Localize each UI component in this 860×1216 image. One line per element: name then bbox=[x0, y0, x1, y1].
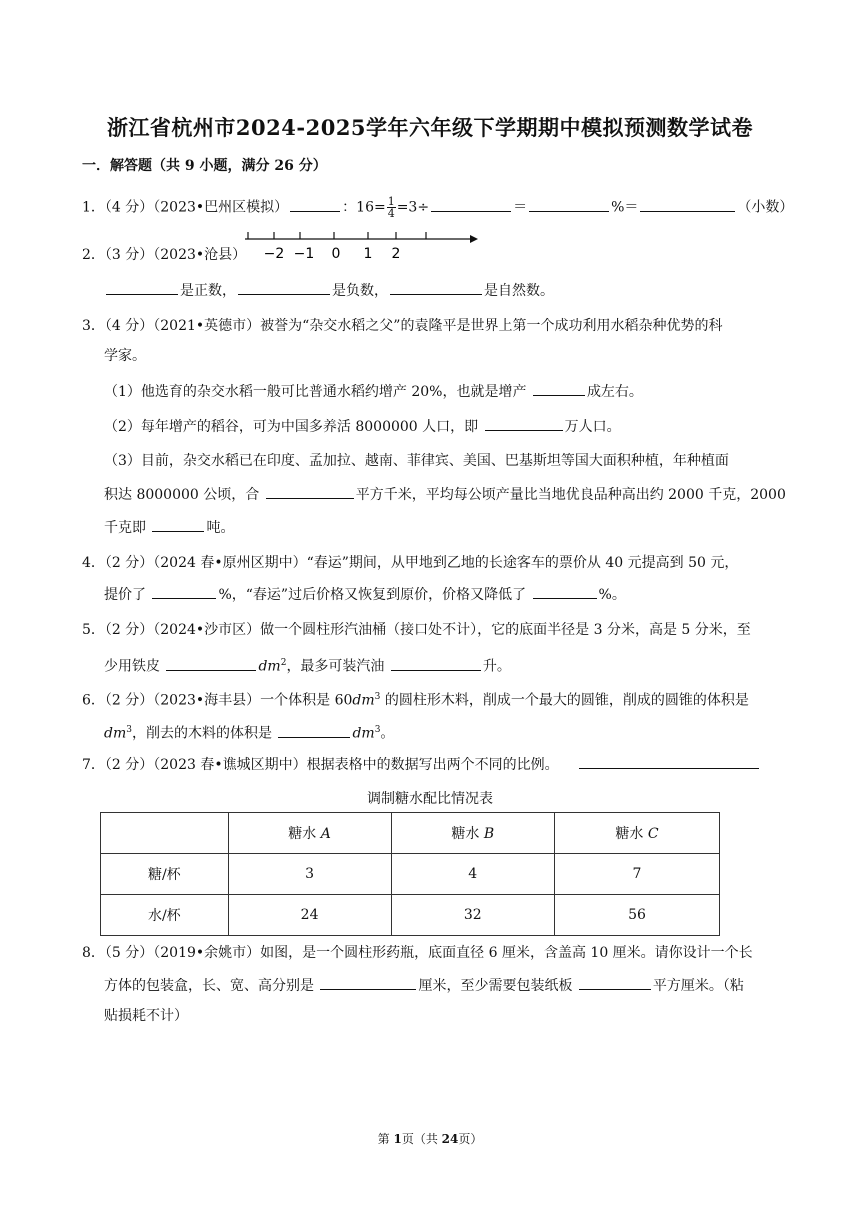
footer-text: 页（共 bbox=[401, 1132, 442, 1146]
header-label: 糖水 B bbox=[451, 826, 495, 842]
q3-s3-text: 积达 8000000 公顷，合 bbox=[104, 487, 264, 503]
q1-eq: =3÷ bbox=[396, 199, 430, 216]
table-cell: 3 bbox=[228, 854, 391, 895]
question-8: 8．（5 分）（2019•余姚市）如图，是一个圆柱形药瓶，底面直径 6 厘米，含盖高 10 厘米。请你设计一个长 bbox=[82, 945, 753, 961]
question-3-cont: 学家。 bbox=[104, 348, 146, 364]
q3-s2-text: （2）每年增产的稻谷，可为中国多养活 8000000 人口，即 bbox=[104, 419, 483, 435]
table-caption: 调制糖水配比情况表 bbox=[367, 791, 493, 807]
q3-blank-4 bbox=[152, 517, 204, 532]
table-header-cell bbox=[228, 813, 391, 854]
page-footer bbox=[0, 1130, 860, 1147]
q6-text-c: 的圆柱形木料，削成一个最大的圆锥，削成的圆锥的体积是 bbox=[380, 692, 749, 709]
table-cell: 4 bbox=[391, 854, 554, 895]
q6-unit-exp: 3 bbox=[374, 692, 381, 702]
header-label: 糖水 C bbox=[615, 826, 659, 842]
table-cell: 32 bbox=[391, 895, 554, 936]
table-cell: 24 bbox=[228, 895, 391, 936]
question-3-part-3-end bbox=[104, 517, 234, 538]
q3-s3-mid: 平方千米，平均每公顷产量比当地优良品种高出约 2000 千克，2000 bbox=[355, 487, 786, 503]
footer-page-number: 1 bbox=[393, 1132, 402, 1146]
q6-blank-1 bbox=[278, 723, 350, 738]
question-2-answers bbox=[104, 280, 554, 301]
q5-text-d: 升。 bbox=[482, 658, 511, 675]
q3-s1-end: 成左右。 bbox=[586, 384, 643, 400]
q6-text-b: ，削去的木料的体积是 bbox=[131, 725, 277, 742]
q8-text-b: 厘米，至少需要包装纸板 bbox=[418, 978, 577, 994]
q6-unit: dm bbox=[352, 692, 375, 709]
q8-blank-2 bbox=[579, 975, 651, 990]
question-3-part-2 bbox=[104, 416, 621, 437]
footer-total-pages: 24 bbox=[441, 1132, 459, 1146]
table-header-cell bbox=[554, 813, 719, 854]
question-5-cont bbox=[104, 653, 511, 677]
question-6 bbox=[82, 687, 749, 711]
q6-text-a: 6．（2 分）（2023•海丰县）一个体积是 60 bbox=[82, 692, 353, 709]
q5-unit: dm bbox=[258, 658, 281, 675]
question-3-part-1 bbox=[104, 381, 643, 402]
q6-unit-3-exp: 3 bbox=[374, 725, 381, 735]
q1-blank-2 bbox=[431, 197, 511, 212]
q1-suffix: （小数） bbox=[737, 199, 794, 216]
q7-text: 7．（2 分）（2023 春•谯城区期中）根据表格中的数据写出两个不同的比例。 bbox=[82, 757, 559, 773]
q6-unit-3: dm bbox=[352, 725, 375, 742]
question-1 bbox=[82, 196, 793, 219]
q5-text-a: 少用铁皮 bbox=[104, 658, 165, 675]
table-cell: 水/杯 bbox=[101, 895, 229, 936]
q8-text-c: 平方厘米。（粘 bbox=[652, 978, 744, 994]
q2-blank-3 bbox=[390, 280, 482, 295]
q6-unit-2: dm bbox=[104, 725, 127, 742]
q3-s2-end: 万人口。 bbox=[564, 419, 621, 435]
q1-fraction bbox=[387, 196, 396, 219]
table-cell: 7 bbox=[554, 854, 719, 895]
q1-prefix: 1．（4 分）（2023•巴州区模拟） bbox=[82, 199, 289, 216]
question-3-part-3: （3）目前，杂交水稻已在印度、孟加拉、越南、菲律宾、美国、巴基斯坦等国大面积种植，年种植面 bbox=[104, 453, 729, 469]
q4-blank-2 bbox=[533, 584, 597, 599]
q1-blank-3 bbox=[529, 197, 609, 212]
question-3: 3．（4 分）（2021•英德市）被誉为“杂交水稻之父”的袁隆平是世界上第一个成功利用水稻杂种优势的科 bbox=[82, 318, 723, 334]
question-6-cont bbox=[104, 720, 394, 744]
tick-label: −2 bbox=[263, 246, 285, 262]
q4-blank-1 bbox=[152, 584, 216, 599]
table-header-cell bbox=[101, 813, 229, 854]
question-4: 4．（2 分）（2024 春•原州区期中）“春运”期间，从甲地到乙地的长途客车的票价从 40 元提高到 50 元， bbox=[82, 555, 739, 571]
table-cell: 糖/杯 bbox=[101, 854, 229, 895]
fraction-denominator: 4 bbox=[387, 207, 395, 220]
q1-blank-1 bbox=[290, 197, 340, 212]
question-7 bbox=[82, 754, 761, 775]
q1-eq2: ＝ bbox=[513, 199, 528, 216]
q3-blank-3 bbox=[266, 484, 354, 499]
q2-blank-2 bbox=[238, 280, 330, 295]
question-5: 5．（2 分）（2024•沙市区）做一个圆柱形汽油桶（接口处不计），它的底面半径是 3 分米，高是 5 分米，至 bbox=[82, 622, 751, 638]
q8-blank-1 bbox=[320, 975, 416, 990]
q6-unit-2-exp: 3 bbox=[126, 725, 132, 735]
question-8-end: 贴损耗不计） bbox=[104, 1008, 188, 1024]
table-cell: 56 bbox=[554, 895, 719, 936]
number-line-arrow bbox=[470, 235, 478, 243]
header-letter: A bbox=[320, 826, 331, 842]
q2-text-a: 是正数， bbox=[180, 283, 236, 299]
q3-s3-text2: 千克即 bbox=[104, 520, 151, 536]
q5-blank-2 bbox=[391, 656, 481, 671]
q6-text-d: 。 bbox=[380, 725, 395, 742]
page-title: 浙江省杭州市2024-2025学年六年级下学期期中模拟预测数学试卷 bbox=[106, 115, 754, 140]
header-letter: B bbox=[483, 826, 495, 842]
q3-blank-1 bbox=[533, 381, 585, 396]
question-2 bbox=[82, 245, 246, 265]
section-heading: 一．解答题（共 9 小题，满分 26 分） bbox=[82, 158, 327, 174]
table-header-row bbox=[101, 813, 720, 854]
tick-label: 0 bbox=[331, 246, 341, 262]
q2-text-c: 是自然数。 bbox=[484, 283, 554, 299]
q2-blank-1 bbox=[106, 280, 178, 295]
q3-blank-2 bbox=[485, 416, 563, 431]
q5-unit-exp: 2 bbox=[280, 658, 287, 668]
tick-label: 2 bbox=[391, 246, 401, 262]
header-letter: C bbox=[647, 826, 659, 842]
q5-text-c: ，最多可装汽油 bbox=[286, 658, 389, 675]
table-header-cell bbox=[391, 813, 554, 854]
table-row bbox=[101, 854, 720, 895]
ratio-table bbox=[100, 812, 720, 936]
q3-s3-end: 吨。 bbox=[206, 520, 235, 536]
footer-text: 第 bbox=[377, 1132, 394, 1146]
question-8-cont bbox=[104, 975, 744, 996]
table-row bbox=[101, 895, 720, 936]
q4-text-a: 提价了 bbox=[104, 587, 151, 603]
tick-label: 1 bbox=[363, 246, 373, 262]
q1-pct: %＝ bbox=[611, 199, 639, 216]
q7-blank bbox=[579, 754, 759, 769]
q5-blank-1 bbox=[166, 656, 256, 671]
q8-text-a: 方体的包装盒，长、宽、高分别是 bbox=[104, 978, 319, 994]
header-label: 糖水 A bbox=[288, 826, 331, 842]
number-line bbox=[240, 228, 480, 268]
q2-text-b: 是负数， bbox=[332, 283, 388, 299]
q1-blank-4 bbox=[640, 197, 735, 212]
fraction-numerator: 1 bbox=[387, 195, 395, 208]
footer-text: 页） bbox=[458, 1132, 483, 1146]
q1-colon: ：16= bbox=[342, 199, 386, 216]
question-3-part-3-cont bbox=[104, 484, 786, 505]
q4-text-c: %。 bbox=[598, 587, 626, 603]
q3-s1-text: （1）他选育的杂交水稻一般可比普通水稻约增产 20%，也就是增产 bbox=[104, 384, 531, 400]
tick-label: −1 bbox=[293, 246, 315, 262]
q2-prefix: 2．（3 分）（2023•沧县） bbox=[82, 247, 247, 263]
q4-text-b: %，“春运”过后价格又恢复到原价，价格又降低了 bbox=[218, 587, 531, 603]
question-4-cont bbox=[104, 584, 626, 605]
